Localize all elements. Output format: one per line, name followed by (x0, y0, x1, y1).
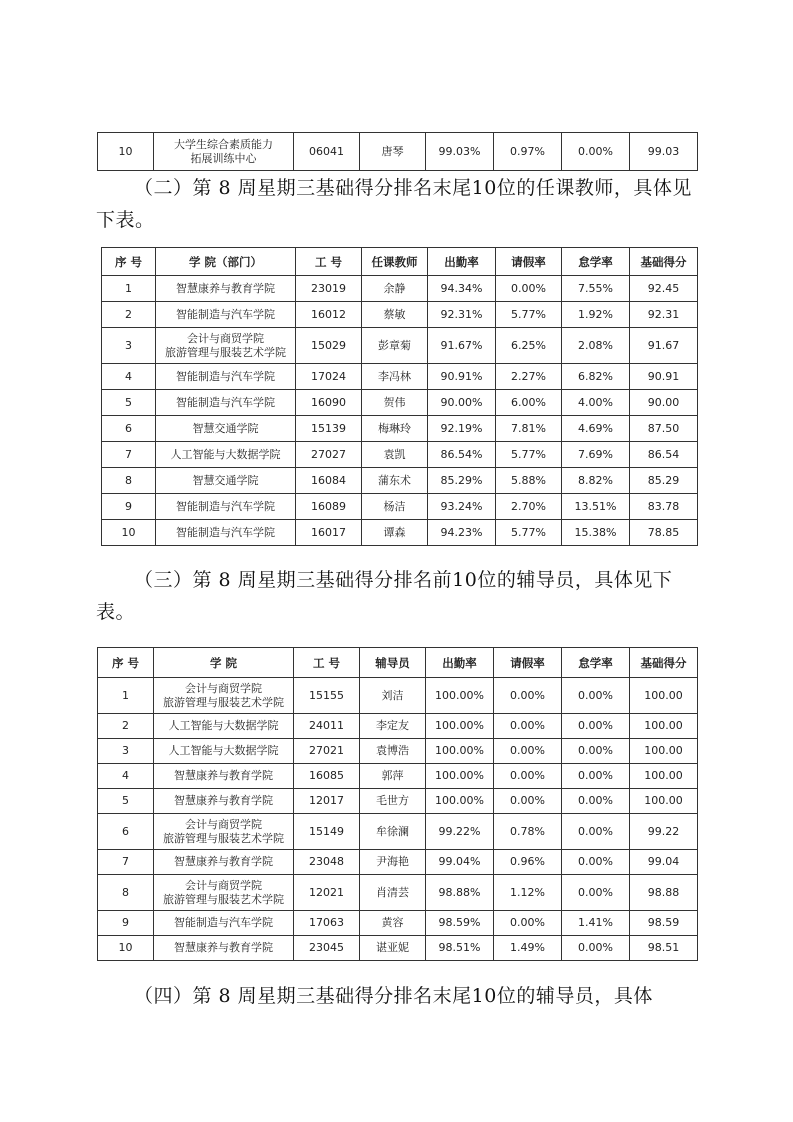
attendance-cell: 100.00% (426, 739, 494, 764)
column-header-staff-id: 工 号 (296, 248, 362, 276)
column-header-truancy: 怠学率 (562, 648, 630, 678)
table-row (102, 494, 698, 520)
table-row (102, 468, 698, 494)
name-cell: 蒲东术 (362, 468, 428, 494)
name-cell: 余静 (362, 276, 428, 302)
attendance-cell: 99.03% (426, 133, 494, 171)
college-cell: 人工智能与大数据学院 (154, 714, 294, 739)
attendance-cell: 92.19% (428, 416, 496, 442)
table-row (98, 875, 698, 911)
name-cell: 杨洁 (362, 494, 428, 520)
score-cell: 91.67 (630, 328, 698, 364)
leave-cell: 1.49% (494, 936, 562, 961)
leave-cell: 0.96% (494, 850, 562, 875)
college-cell: 智能制造与汽车学院 (154, 911, 294, 936)
section3-heading: （三）第 8 周星期三基础得分排名前10位的辅导员，具体见下表。 (96, 569, 673, 623)
score-cell: 90.00 (630, 390, 698, 416)
staff-id-cell: 16085 (294, 764, 360, 789)
column-header-name: 辅导员 (360, 648, 426, 678)
table-row (102, 390, 698, 416)
truancy-cell: 2.08% (562, 328, 630, 364)
truancy-cell: 0.00% (562, 764, 630, 789)
table-row (98, 789, 698, 814)
rank-cell: 7 (98, 850, 154, 875)
name-cell: 尹海艳 (360, 850, 426, 875)
attendance-cell: 90.91% (428, 364, 496, 390)
rank-cell: 1 (102, 276, 156, 302)
staff-id-cell: 16089 (296, 494, 362, 520)
attendance-cell: 98.51% (426, 936, 494, 961)
column-header-attendance: 出勤率 (426, 648, 494, 678)
name-cell: 蔡敏 (362, 302, 428, 328)
column-header-truancy: 怠学率 (562, 248, 630, 276)
table-row (98, 764, 698, 789)
attendance-cell: 94.23% (428, 520, 496, 546)
leave-cell: 0.00% (496, 276, 562, 302)
table-row (98, 911, 698, 936)
rank-cell: 9 (102, 494, 156, 520)
leave-cell: 6.00% (496, 390, 562, 416)
staff-id-cell: 12017 (294, 789, 360, 814)
attendance-cell: 93.24% (428, 494, 496, 520)
score-cell: 98.51 (630, 936, 698, 961)
college-cell: 会计与商贸学院 旅游管理与服装艺术学院 (154, 875, 294, 911)
column-header-leave: 请假率 (496, 248, 562, 276)
attendance-cell: 85.29% (428, 468, 496, 494)
section4-heading: （四）第 8 周星期三基础得分排名末尾10位的辅导员，具体 (134, 985, 653, 1007)
attendance-cell: 99.04% (426, 850, 494, 875)
college-cell: 智慧康养与教育学院 (154, 936, 294, 961)
truancy-cell: 4.00% (562, 390, 630, 416)
name-cell: 贺伟 (362, 390, 428, 416)
staff-id-cell: 27027 (296, 442, 362, 468)
college-cell: 智慧康养与教育学院 (154, 764, 294, 789)
rank-cell: 1 (98, 678, 154, 714)
score-cell: 92.31 (630, 302, 698, 328)
attendance-cell: 99.22% (426, 814, 494, 850)
attendance-cell: 94.34% (428, 276, 496, 302)
staff-id-cell: 16012 (296, 302, 362, 328)
rank-cell: 10 (102, 520, 156, 546)
column-header-leave: 请假率 (494, 648, 562, 678)
staff-id-cell: 15139 (296, 416, 362, 442)
leave-cell: 0.00% (494, 678, 562, 714)
truancy-cell: 0.00% (562, 936, 630, 961)
attendance-cell: 98.59% (426, 911, 494, 936)
rank-cell: 5 (98, 789, 154, 814)
name-cell: 李冯林 (362, 364, 428, 390)
rank-cell: 2 (102, 302, 156, 328)
score-cell: 90.91 (630, 364, 698, 390)
leave-cell: 0.00% (494, 714, 562, 739)
score-cell: 98.88 (630, 875, 698, 911)
score-cell: 98.59 (630, 911, 698, 936)
leave-cell: 1.12% (494, 875, 562, 911)
column-header-score: 基础得分 (630, 648, 698, 678)
teacher-bottom10-table (101, 247, 698, 546)
college-cell: 智能制造与汽车学院 (156, 494, 296, 520)
staff-id-cell: 16017 (296, 520, 362, 546)
rank-cell: 3 (102, 328, 156, 364)
rank-cell: 8 (102, 468, 156, 494)
name-cell: 谌亚妮 (360, 936, 426, 961)
column-header-rank: 序 号 (102, 248, 156, 276)
column-header-name: 任课教师 (362, 248, 428, 276)
college-cell: 智慧交通学院 (156, 468, 296, 494)
college-cell: 会计与商贸学院 旅游管理与服装艺术学院 (154, 678, 294, 714)
staff-id-cell: 15149 (294, 814, 360, 850)
truancy-cell: 0.00% (562, 814, 630, 850)
column-header-rank: 序 号 (98, 648, 154, 678)
score-cell: 85.29 (630, 468, 698, 494)
truancy-cell: 0.00% (562, 714, 630, 739)
counselor-top10-table (97, 647, 698, 961)
name-cell: 黄容 (360, 911, 426, 936)
truancy-cell: 4.69% (562, 416, 630, 442)
staff-id-cell: 23045 (294, 936, 360, 961)
staff-id-cell: 17024 (296, 364, 362, 390)
staff-id-cell: 17063 (294, 911, 360, 936)
column-header-attendance: 出勤率 (428, 248, 496, 276)
college-cell: 会计与商贸学院 旅游管理与服装艺术学院 (156, 328, 296, 364)
rank-cell: 10 (98, 936, 154, 961)
staff-id-cell: 12021 (294, 875, 360, 911)
truancy-cell: 0.00% (562, 875, 630, 911)
truancy-cell: 0.00% (562, 133, 630, 171)
staff-id-cell: 15155 (294, 678, 360, 714)
truancy-cell: 13.51% (562, 494, 630, 520)
truancy-cell: 0.00% (562, 739, 630, 764)
rank-cell: 3 (98, 739, 154, 764)
table-row (98, 814, 698, 850)
leave-cell: 5.77% (496, 442, 562, 468)
table-row (102, 302, 698, 328)
leave-cell: 0.00% (494, 789, 562, 814)
attendance-cell: 90.00% (428, 390, 496, 416)
rank-cell: 4 (98, 764, 154, 789)
table-row (98, 678, 698, 714)
staff-id-cell: 23019 (296, 276, 362, 302)
college-cell: 人工智能与大数据学院 (154, 739, 294, 764)
leave-cell: 5.77% (496, 302, 562, 328)
truancy-cell: 1.92% (562, 302, 630, 328)
column-header-college: 学 院（部门） (156, 248, 296, 276)
name-cell: 唐琴 (360, 133, 426, 171)
name-cell: 袁凯 (362, 442, 428, 468)
table-row (98, 936, 698, 961)
attendance-cell: 100.00% (426, 714, 494, 739)
top-table (97, 132, 698, 171)
truancy-cell: 1.41% (562, 911, 630, 936)
rank-cell: 6 (102, 416, 156, 442)
name-cell: 肖清芸 (360, 875, 426, 911)
table-row (98, 850, 698, 875)
leave-cell: 7.81% (496, 416, 562, 442)
score-cell: 99.22 (630, 814, 698, 850)
college-cell: 智能制造与汽车学院 (156, 520, 296, 546)
truancy-cell: 7.55% (562, 276, 630, 302)
score-cell: 99.04 (630, 850, 698, 875)
rank-cell: 5 (102, 390, 156, 416)
table-row (102, 520, 698, 546)
section2-heading: （二）第 8 周星期三基础得分排名末尾10位的任课教师，具体见下表。 (96, 177, 692, 231)
college-cell: 大学生综合素质能力 拓展训练中心 (154, 133, 294, 171)
table-row (98, 714, 698, 739)
college-cell: 智慧交通学院 (156, 416, 296, 442)
college-cell: 智慧康养与教育学院 (154, 850, 294, 875)
attendance-cell: 92.31% (428, 302, 496, 328)
attendance-cell: 100.00% (426, 789, 494, 814)
truancy-cell: 0.00% (562, 789, 630, 814)
truancy-cell: 15.38% (562, 520, 630, 546)
score-cell: 100.00 (630, 739, 698, 764)
rank-cell: 2 (98, 714, 154, 739)
attendance-cell: 100.00% (426, 764, 494, 789)
truancy-cell: 6.82% (562, 364, 630, 390)
score-cell: 78.85 (630, 520, 698, 546)
table-row (102, 276, 698, 302)
leave-cell: 2.70% (496, 494, 562, 520)
name-cell: 彭章菊 (362, 328, 428, 364)
college-cell: 智慧康养与教育学院 (156, 276, 296, 302)
staff-id-cell: 24011 (294, 714, 360, 739)
college-cell: 人工智能与大数据学院 (156, 442, 296, 468)
score-cell: 87.50 (630, 416, 698, 442)
leave-cell: 0.00% (494, 911, 562, 936)
score-cell: 99.03 (630, 133, 698, 171)
rank-cell: 4 (102, 364, 156, 390)
name-cell: 牟徐澜 (360, 814, 426, 850)
table-row (98, 739, 698, 764)
column-header-college: 学 院 (154, 648, 294, 678)
column-header-staff-id: 工 号 (294, 648, 360, 678)
rank-cell: 9 (98, 911, 154, 936)
score-cell: 92.45 (630, 276, 698, 302)
staff-id-cell: 06041 (294, 133, 360, 171)
college-cell: 智能制造与汽车学院 (156, 364, 296, 390)
name-cell: 梅琳玲 (362, 416, 428, 442)
truancy-cell: 0.00% (562, 850, 630, 875)
name-cell: 袁博浩 (360, 739, 426, 764)
rank-cell: 8 (98, 875, 154, 911)
staff-id-cell: 15029 (296, 328, 362, 364)
rank-cell: 6 (98, 814, 154, 850)
table-row (102, 442, 698, 468)
score-cell: 100.00 (630, 764, 698, 789)
truancy-cell: 7.69% (562, 442, 630, 468)
column-header-score: 基础得分 (630, 248, 698, 276)
table-row (102, 416, 698, 442)
leave-cell: 0.78% (494, 814, 562, 850)
attendance-cell: 98.88% (426, 875, 494, 911)
score-cell: 100.00 (630, 789, 698, 814)
leave-cell: 6.25% (496, 328, 562, 364)
score-cell: 86.54 (630, 442, 698, 468)
college-cell: 会计与商贸学院 旅游管理与服装艺术学院 (154, 814, 294, 850)
leave-cell: 5.77% (496, 520, 562, 546)
name-cell: 李定友 (360, 714, 426, 739)
college-cell: 智能制造与汽车学院 (156, 390, 296, 416)
attendance-cell: 91.67% (428, 328, 496, 364)
college-cell: 智能制造与汽车学院 (156, 302, 296, 328)
table-row (98, 133, 698, 171)
staff-id-cell: 27021 (294, 739, 360, 764)
name-cell: 郭萍 (360, 764, 426, 789)
staff-id-cell: 16084 (296, 468, 362, 494)
attendance-cell: 100.00% (426, 678, 494, 714)
name-cell: 刘洁 (360, 678, 426, 714)
attendance-cell: 86.54% (428, 442, 496, 468)
leave-cell: 0.97% (494, 133, 562, 171)
college-cell: 智慧康养与教育学院 (154, 789, 294, 814)
name-cell: 谭森 (362, 520, 428, 546)
table-row (102, 364, 698, 390)
score-cell: 100.00 (630, 678, 698, 714)
score-cell: 83.78 (630, 494, 698, 520)
rank-cell: 10 (98, 133, 154, 171)
name-cell: 毛世方 (360, 789, 426, 814)
rank-cell: 7 (102, 442, 156, 468)
staff-id-cell: 16090 (296, 390, 362, 416)
score-cell: 100.00 (630, 714, 698, 739)
truancy-cell: 0.00% (562, 678, 630, 714)
leave-cell: 2.27% (496, 364, 562, 390)
leave-cell: 5.88% (496, 468, 562, 494)
truancy-cell: 8.82% (562, 468, 630, 494)
table-row (102, 328, 698, 364)
leave-cell: 0.00% (494, 764, 562, 789)
staff-id-cell: 23048 (294, 850, 360, 875)
leave-cell: 0.00% (494, 739, 562, 764)
